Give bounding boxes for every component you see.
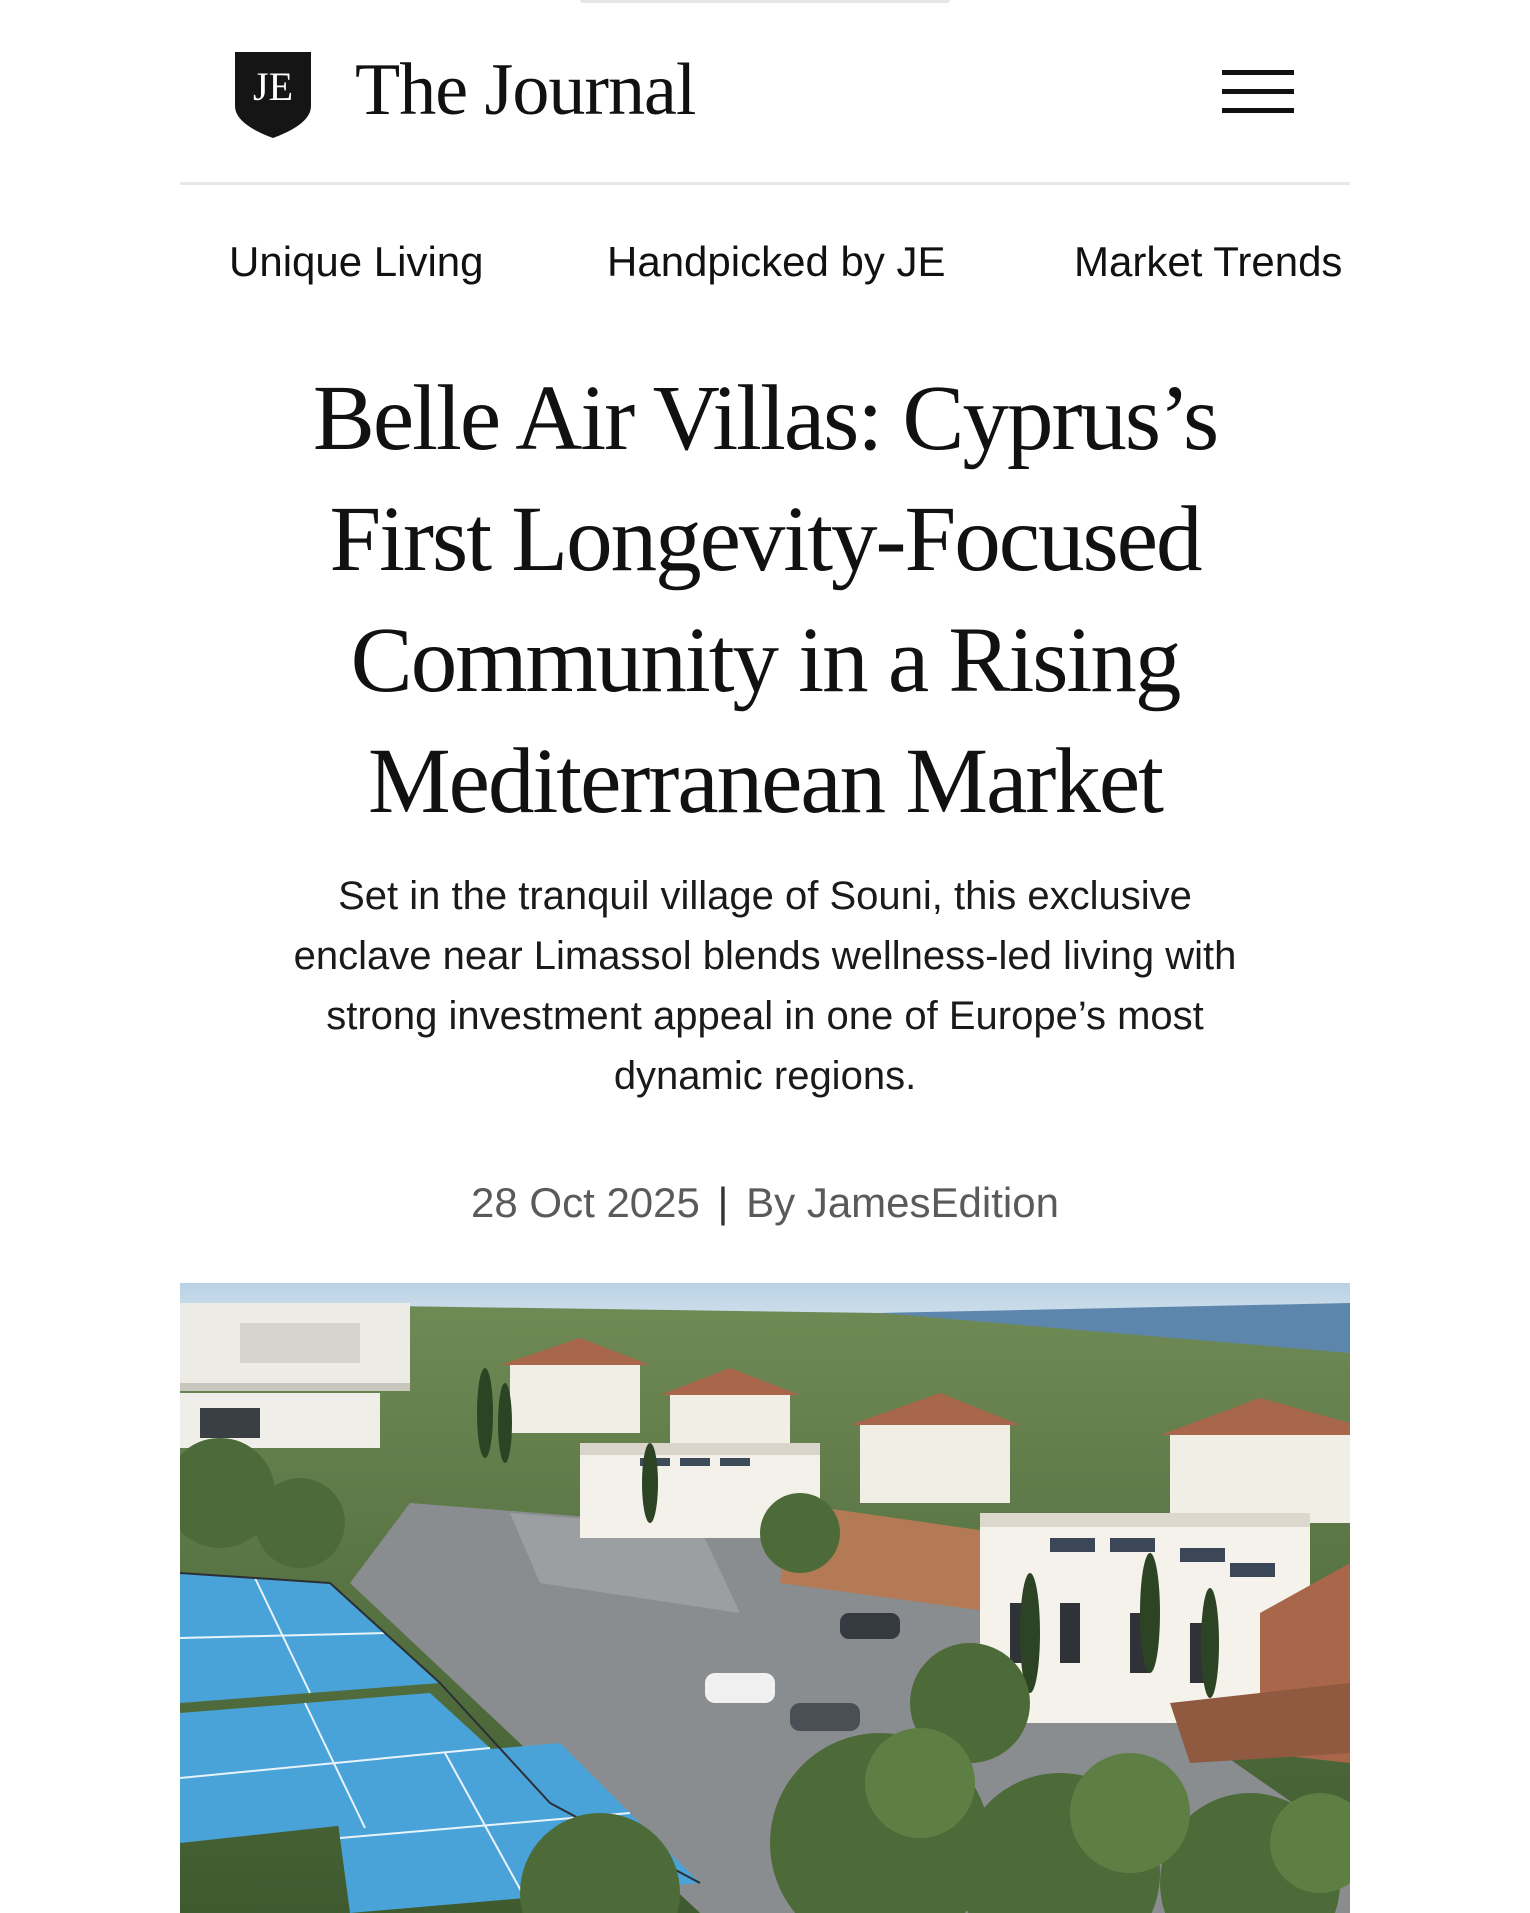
category-unique-living[interactable]: Unique Living xyxy=(229,238,484,285)
hero-image xyxy=(180,1283,1350,1913)
category-market-trends[interactable]: Market Trends xyxy=(1074,238,1343,285)
site-header xyxy=(180,0,1350,185)
logo-text: JE xyxy=(253,64,293,109)
category-nav xyxy=(180,230,1350,294)
category-handpicked[interactable]: Handpicked by JE xyxy=(607,238,946,285)
hamburger-menu-icon[interactable] xyxy=(1220,68,1296,116)
logo-shield-icon[interactable] xyxy=(233,48,313,140)
villa-group-left xyxy=(180,1303,410,1448)
page-column xyxy=(180,0,1350,1913)
article-date: 28 Oct 2025 xyxy=(471,1179,700,1226)
site-title[interactable]: The Journal xyxy=(355,49,696,131)
article-byline xyxy=(180,1170,1350,1236)
article-title: Belle Air Villas: Cyprus’s First Longevity-Focused Community in a Rising Mediterranean Market xyxy=(312,367,1218,833)
byline-separator: | xyxy=(717,1179,729,1226)
article-author[interactable]: By JamesEdition xyxy=(746,1179,1059,1226)
article-dek: Set in the tranquil village of Souni, this exclusive enclave near Limassol blends wellness-led living with strong investment appeal in one of Europe’s most dynamic regions. xyxy=(293,874,1237,1098)
